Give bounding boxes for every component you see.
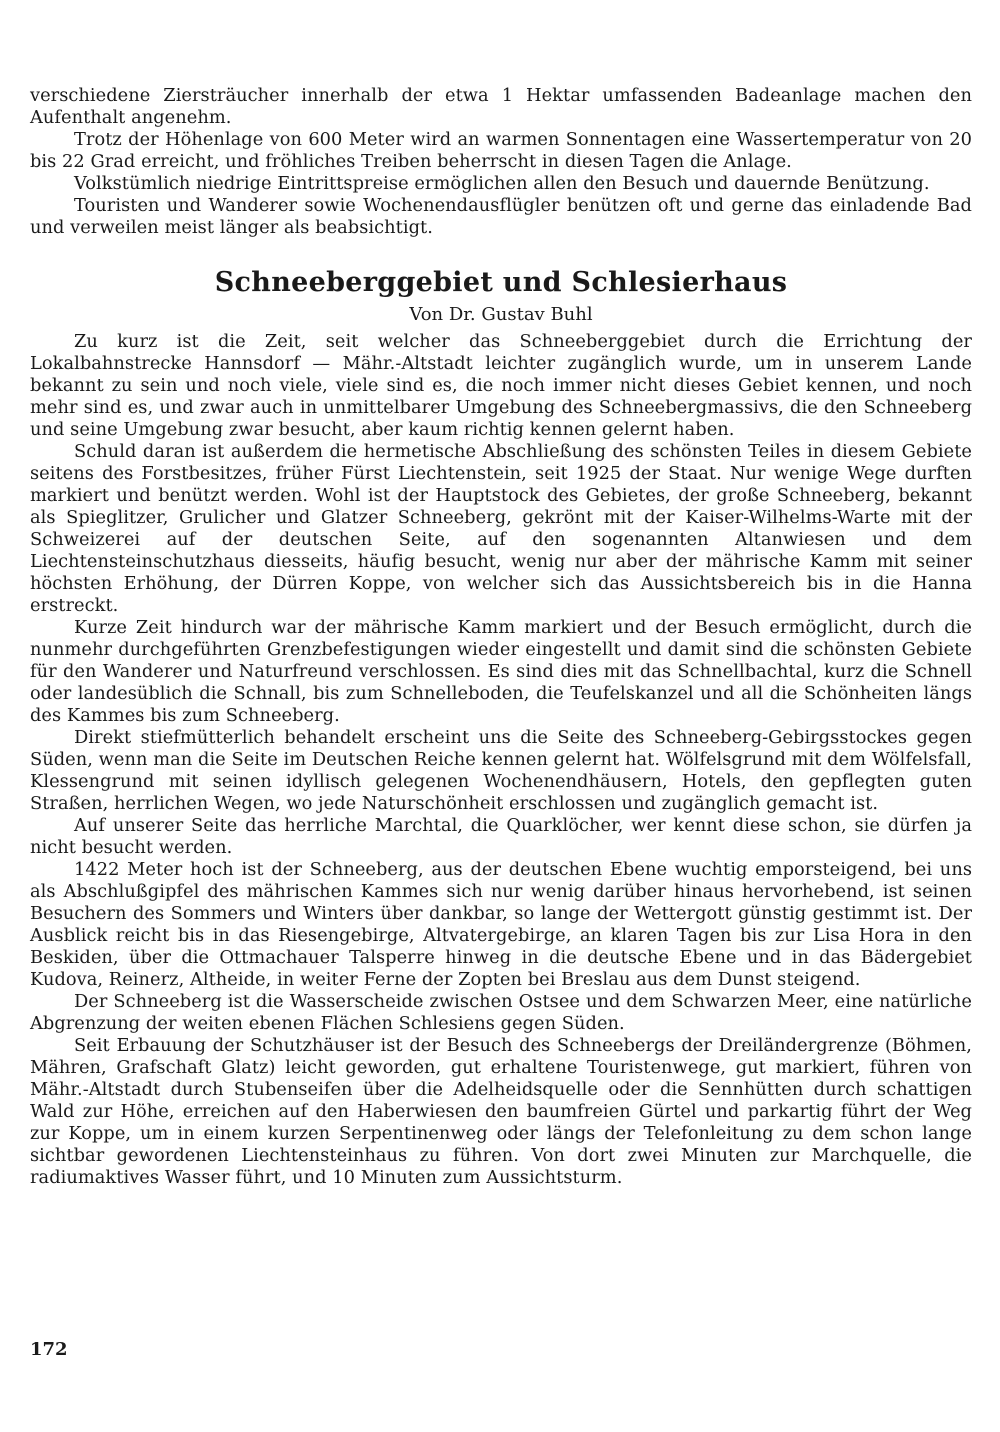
page-body xyxy=(30,85,972,1189)
article-title: Schneeberggebiet und Schlesierhaus xyxy=(214,267,788,298)
article-paragraph: Kurze Zeit hindurch war der mährische Kamm markiert und der Besuch ermöglicht, durch die nunmehr durchgeführten Grenzbefestigungen wieder eingestellt und damit sind die schönsten Gebiete für den Wanderer und Naturfreund verschlossen. Es sind dies mit das Schnellbachtal, kurz die Schnell oder landesüblich die Schnall, bis zum Schnelleboden, die Teufelskanzel und all die Schönheiten längs des Kammes bis zum Schneeberg. xyxy=(30,617,972,726)
intro-paragraph: Touristen und Wanderer sowie Wochenendausflügler benützen oft und gerne das einladende Bad und verweilen meist länger als beabsichtigt. xyxy=(30,195,972,238)
article-paragraph: Auf unserer Seite das herrliche Marchtal, die Quarklöcher, wer kennt diese schon, sie dürfen ja nicht besucht werden. xyxy=(30,815,972,858)
intro-paragraph: Trotz der Höhenlage von 600 Meter wird an warmen Sonnentagen eine Wassertemperatur von 20 bis 22 Grad erreicht, und fröhliches Treiben beherrscht in diesen Tagen die Anlage. xyxy=(30,129,972,172)
article-paragraph: Schuld daran ist außerdem die hermetische Abschließung des schönsten Teiles in diesem Gebiete seitens des Forstbesitzes, früher Fürst Liechtenstein, seit 1925 der Staat. Nur wenige Wege durften markiert und benützt werden. Wohl ist der Hauptstock des Gebietes, der große Schneeberg, bekannt als Spieglitzer, Grulicher und Glatzer Schneeberg, gekrönt mit der Kaiser-Wilhelms-Warte mit der Schweizerei auf der deutschen Seite, auf den sogenannten Altanwiesen und dem Liechtensteinschutzhaus diesseits, häufig besucht, wenig nur aber der mährische Kamm mit seiner höchsten Erhöhung, der Dürren Koppe, von welcher sich das Aussichtsbereich bis in die Hanna erstreckt. xyxy=(30,441,972,616)
article-paragraph: Seit Erbauung der Schutzhäuser ist der Besuch des Schneebergs der Dreiländergrenze (Böhmen, Mähren, Grafschaft Glatz) leicht geworden, gut erhaltene Touristenwege, gut markiert, führen von Mähr.-Altstadt durch Stubenseifen über die Adelheidsquelle oder die Sennhütten durch schattigen Wald zur Höhe, erreichen auf den Haberwiesen den baumfreien Gürtel und parkartig führt der Weg zur Koppe, um in einem kurzen Serpentinenweg oder längs der Telefonleitung zu dem schon lange sichtbar gewordenen Liechtensteinhaus zu führen. Von dort zwei Minuten zur Marchquelle, die radiumaktives Wasser führt, und 10 Minuten zum Aussichtsturm. xyxy=(30,1035,972,1188)
intro-paragraph-continuation: verschiedene Ziersträucher innerhalb der etwa 1 Hektar umfassenden Badeanlage machen den Aufenthalt angenehm. xyxy=(30,85,972,128)
article-paragraph: Zu kurz ist die Zeit, seit welcher das Schneeberggebiet durch die Errichtung der Lokalbahnstrecke Hannsdorf — Mähr.-Altstadt leichter zugänglich wurde, um in unserem Lande bekannt zu sein und noch viele, viele sind es, die noch immer nicht dieses Gebiet kennen, und noch mehr sind es, und zwar auch in unmittelbarer Umgebung des Schneebergmassivs, die den Schneeberg und seine Umgebung zwar besucht, aber kaum richtig kennen gelernt haben. xyxy=(30,331,972,440)
page-number: 172 xyxy=(30,1339,68,1360)
article-paragraph: 1422 Meter hoch ist der Schneeberg, aus der deutschen Ebene wuchtig emporsteigend, bei uns als Abschlußgipfel des mährischen Kammes sich nur wenig darüber hinaus hervorhebend, ist seinen Besuchern des Sommers und Winters über dankbar, so lange der Wettergott günstig gestimmt ist. Der Ausblick reicht bis in das Riesengebirge, Altvatergebirge, an klaren Tagen bis zur Lisa Hora in den Beskiden, über die Ottmachauer Talsperre hinweg in die deutsche Ebene und in das Bädergebiet Kudova, Reinerz, Altheide, in weiter Ferne der Zopten bei Breslau aus dem Dunst steigend. xyxy=(30,859,972,990)
article-paragraph: Direkt stiefmütterlich behandelt erscheint uns die Seite des Schneeberg-Gebirgsstockes gegen Süden, wenn man die Seite im Deutschen Reiche kennen gelernt hat. Wölfelsgrund mit dem Wölfelsfall, Klessengrund mit seinen idyllisch gelegenen Wochenendhäusern, Hotels, den gepflegten guten Straßen, herrlichen Wegen, wo jede Naturschönheit erschlossen und zugänglich gemacht ist. xyxy=(30,727,972,814)
article-paragraph: Der Schneeberg ist die Wasserscheide zwischen Ostsee und dem Schwarzen Meer, eine natürliche Abgrenzung der weiten ebenen Flächen Schlesiens gegen Süden. xyxy=(30,991,972,1034)
intro-paragraph: Volkstümlich niedrige Eintrittspreise ermöglichen allen den Besuch und dauernde Benützung. xyxy=(74,173,930,194)
article-author: Von Dr. Gustav Buhl xyxy=(409,304,593,325)
